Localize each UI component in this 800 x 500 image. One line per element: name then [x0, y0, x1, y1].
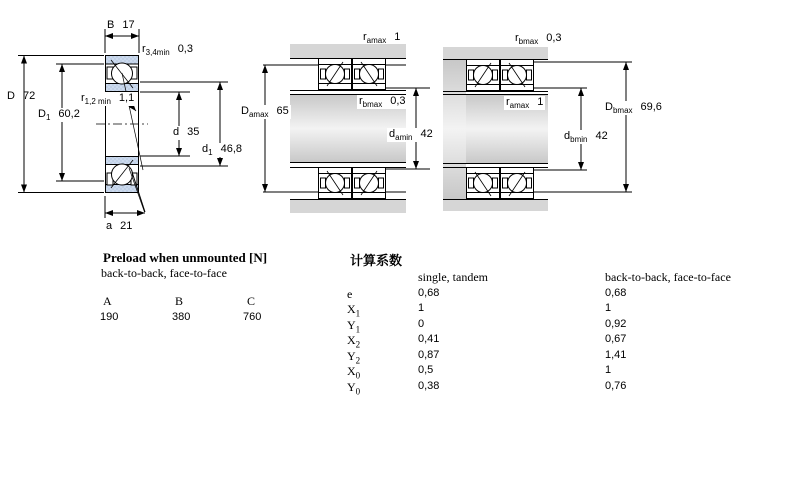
factor-label: $X_2$ [347, 333, 361, 350]
factor-value-b2b-f2f: 0,67 [605, 333, 627, 345]
factors-col1-header: single, tandem [418, 270, 488, 284]
factors-row-X1 [0, 302, 800, 318]
factors-row-X0 [0, 364, 800, 380]
dim-value: 17 [122, 19, 135, 31]
dim-value: 65 [276, 105, 289, 117]
dim-label-ramax-1 [363, 31, 400, 45]
dim-value: 46,8 [220, 143, 242, 155]
factors-row-Y2 [0, 349, 800, 365]
preload-table-title: Preload when unmounted [N] [103, 250, 268, 265]
dim-symbol: r [363, 31, 367, 43]
dim-symbol: d [564, 130, 571, 142]
factor-value-single-tandem: 0,41 [418, 333, 440, 345]
factors-row-e [0, 287, 800, 303]
factors-row-Y0 [0, 380, 800, 396]
bearing-cross-section-drawing [18, 29, 228, 218]
preload-value-A: 190 [100, 311, 119, 323]
factors-table-title: 计算系数 [350, 253, 403, 268]
dim-symbol: B [107, 19, 115, 31]
dim-symbol: r [515, 32, 519, 44]
dim-subscript: bmax [612, 106, 633, 116]
dim-label-D1 [36, 108, 82, 122]
factors-row-X2 [0, 333, 800, 349]
dim-subscript: amin [395, 133, 413, 143]
dim-label-outer-D [7, 90, 35, 104]
dim-label-rbmax-2 [515, 32, 562, 46]
dim-label-r34min [142, 43, 193, 57]
factor-value-single-tandem: 0,87 [418, 349, 440, 361]
dim-symbol: d [389, 128, 396, 140]
dim-label-Damax [239, 105, 291, 119]
preload-col-C: C [247, 294, 256, 308]
dim-subscript: 1,2 min [84, 97, 111, 107]
factor-label: $X_0$ [347, 364, 361, 381]
dim-symbol: D [241, 105, 249, 117]
dim-symbol: D [38, 108, 46, 120]
dim-value: 35 [187, 126, 200, 138]
factor-value-b2b-f2f: 0,92 [605, 318, 627, 330]
dim-label-dbmin [562, 130, 610, 144]
dim-subscript: amax [509, 101, 530, 111]
dim-symbol: r [506, 96, 510, 108]
dim-label-ramax-2 [504, 96, 545, 110]
factor-value-b2b-f2f: 0,68 [605, 287, 627, 299]
dim-label-damin [387, 128, 435, 142]
factor-value-b2b-f2f: 0,76 [605, 380, 627, 392]
dim-label-bore-d [171, 126, 201, 140]
factor-value-single-tandem: 0,38 [418, 380, 440, 392]
dim-value: 42 [595, 130, 608, 142]
dim-symbol: a [106, 220, 113, 232]
dim-subscript: amax [366, 36, 387, 46]
factor-value-single-tandem: 0,5 [418, 364, 434, 376]
dim-symbol: D [7, 90, 15, 102]
dim-subscript: 1 [208, 148, 213, 158]
dim-subscript: bmax [518, 37, 539, 47]
preload-table-subtitle: back-to-back, face-to-face [101, 266, 227, 280]
dim-value: 60,2 [58, 108, 80, 120]
dim-value: 69,6 [640, 101, 662, 113]
factor-value-b2b-f2f: 1,41 [605, 349, 627, 361]
dim-value: 1 [394, 31, 401, 43]
dim-subscript: bmin [570, 135, 588, 145]
factor-label: $Y_0$ [347, 380, 361, 397]
dim-value: 42 [420, 128, 433, 140]
dim-value: 1 [537, 96, 544, 108]
dim-subscript: 3,4min [145, 48, 170, 58]
dim-subscript: amax [248, 110, 269, 120]
dim-symbol: r [81, 92, 85, 104]
dim-label-d1 [200, 143, 244, 157]
factor-value-b2b-f2f: 1 [605, 364, 612, 376]
dim-label-rbmax-1 [357, 95, 408, 109]
dim-value: 21 [120, 220, 133, 232]
dim-subscript: bmax [362, 100, 383, 110]
dim-subscript: 1 [45, 113, 51, 123]
preload-value-C: 760 [243, 311, 262, 323]
factor-value-single-tandem: 0,68 [418, 287, 440, 299]
dim-symbol: r [359, 95, 363, 107]
factor-value-b2b-f2f: 1 [605, 302, 612, 314]
dim-symbol: r [142, 43, 146, 55]
dim-value: 0,3 [177, 43, 193, 55]
preload-value-B: 380 [172, 311, 191, 323]
dim-symbol: D [605, 101, 613, 113]
factor-value-single-tandem: 0 [418, 318, 425, 330]
dim-label-r12min [79, 92, 136, 106]
dim-value: 72 [22, 90, 36, 102]
dim-label-Dbmax [603, 101, 664, 115]
preload-col-B: B [175, 294, 184, 308]
dim-symbol: d [202, 143, 209, 155]
factors-col2-header: back-to-back, face-to-face [605, 270, 731, 284]
factor-value-single-tandem: 1 [418, 302, 425, 314]
dim-symbol: d [173, 126, 180, 138]
factor-label: $X_1$ [347, 302, 361, 319]
factors-row-Y1 [0, 318, 800, 334]
factor-label: $Y_2$ [347, 349, 361, 366]
dim-label-width-B [107, 19, 135, 33]
dim-value: 0,3 [546, 32, 562, 44]
dim-value: 1,1 [118, 92, 135, 104]
dim-label-a [106, 220, 132, 234]
factor-label: $Y_1$ [347, 318, 361, 335]
preload-col-A: A [103, 294, 112, 308]
factor-label: e [347, 287, 353, 301]
dim-value: 0,3 [390, 95, 406, 107]
arrangement-diagram-2 [443, 47, 632, 211]
